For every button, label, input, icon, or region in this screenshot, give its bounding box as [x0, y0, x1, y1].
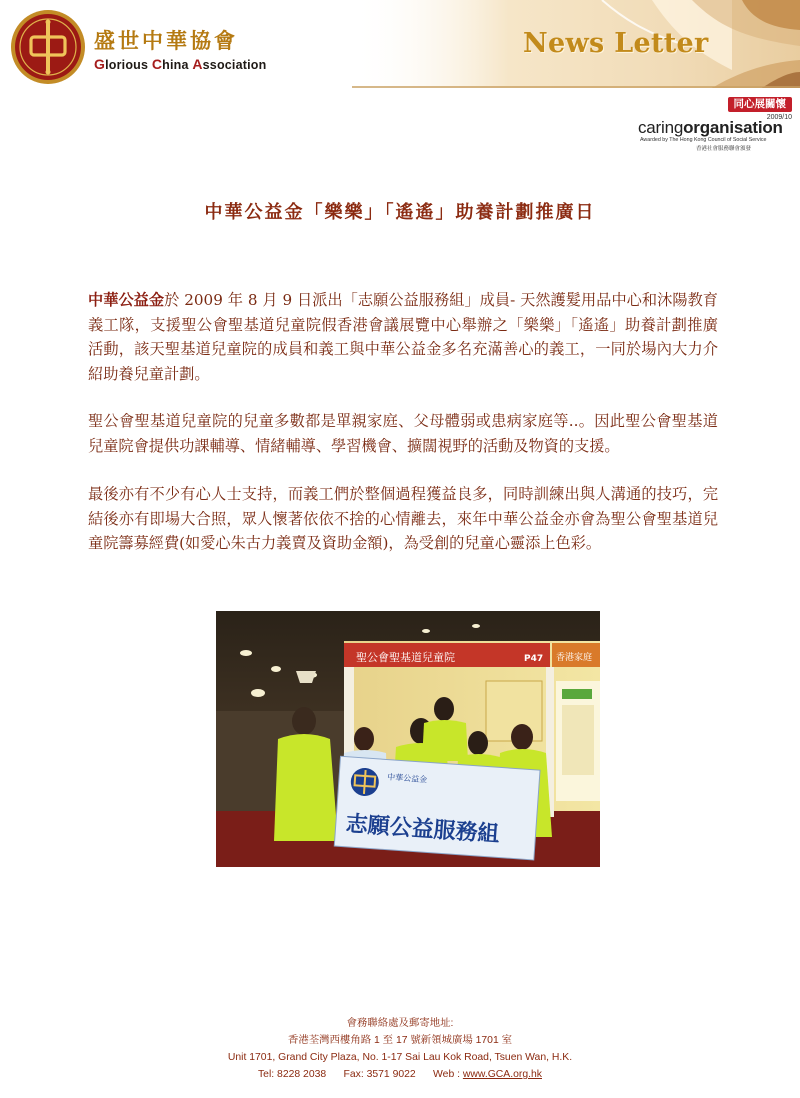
association-logo — [10, 9, 86, 85]
booth-number: P47 — [524, 654, 544, 664]
caring-organisation-badge — [636, 97, 796, 167]
footer-contact-numbers — [0, 1066, 800, 1083]
paragraph-lead: 中華公益金 — [88, 291, 165, 309]
booth-sign-right: 香港家庭 — [556, 653, 593, 663]
footer-address-en: Unit 1701, Grand City Plaza, No. 1-17 Sai Lau Kok Road, Tsuen Wan, H.K. — [227, 1052, 573, 1063]
footer-address-cn: 香港荃灣西樓角路 1 至 17 號新領城廣場 1701 室 — [287, 1035, 513, 1046]
badge-awarded-by: Awarded by The Hong Kong Council of Social Service — [640, 137, 767, 143]
footer-contact-heading: 會務聯絡處及郵寄地址: — [346, 1018, 454, 1029]
article-title: 中華公益金「樂樂」「遙遙」助養計劃推廣日 — [204, 202, 596, 223]
badge-tag: 同心展關懷 — [728, 97, 793, 112]
badge-year: 2009/10 — [766, 114, 792, 121]
event-photo — [216, 611, 600, 867]
footer-web-label: Web : — [433, 1069, 460, 1080]
banner-text: 志願公益服務組 — [344, 811, 501, 848]
org-name-chinese: 盛世中華協會 — [94, 28, 238, 53]
article-paragraph-3: 最後亦有不少有心人士支持，而義工們於整個過程獲益良多，同時訓練出與人溝通的技巧，完結後亦有即場大合照，眾人懷著依依不捨的心情離去，來年中華公益金亦會為聖公會聖基道兒童院籌募經費(如愛心朱古力義賣及資助金額)，為受創的兒童心靈添上色彩。 — [88, 485, 718, 552]
footer-tel: Tel: 8228 2038 — [257, 1069, 327, 1080]
banner-logo-text: 中華公益金 — [386, 772, 428, 785]
org-name-english: Glorious China Association — [94, 56, 267, 72]
footer-contact — [0, 1015, 800, 1083]
badge-name: caringorganisation — [638, 118, 783, 137]
footer-fax: Fax: 3571 9022 — [343, 1069, 416, 1080]
booth-sign: 聖公會聖基道兒童院 — [356, 651, 455, 664]
article-paragraph-1: 中華公益金於 2009 年 8 月 9 日派出「志願公益服務組」成員- 天然護髮用品中心和沐陽教育義工隊，支援聖公會聖基道兒童院假香港會議展覽中心舉辦之「樂樂」「遙遙」助養計劃推廣活動，該天聖基道兒童院的成員和義工與中華公益金多名充滿善心的義工，一同於場內大力介紹助養兒童計劃。 — [88, 291, 718, 383]
footer-web-link[interactable]: www.GCA.org.hk — [462, 1069, 542, 1080]
newsletter-title: News Letter — [523, 28, 709, 59]
badge-awarded-by-cn: 香港社會服務聯會頒發 — [696, 146, 752, 152]
article-paragraph-2: 聖公會聖基道兒童院的兒童多數都是單親家庭、父母體弱或患病家庭等..。因此聖公會聖基道兒童院會提供功課輔導、情緒輔導、學習機會、擴闊視野的活動及物資的支援。 — [88, 412, 718, 455]
